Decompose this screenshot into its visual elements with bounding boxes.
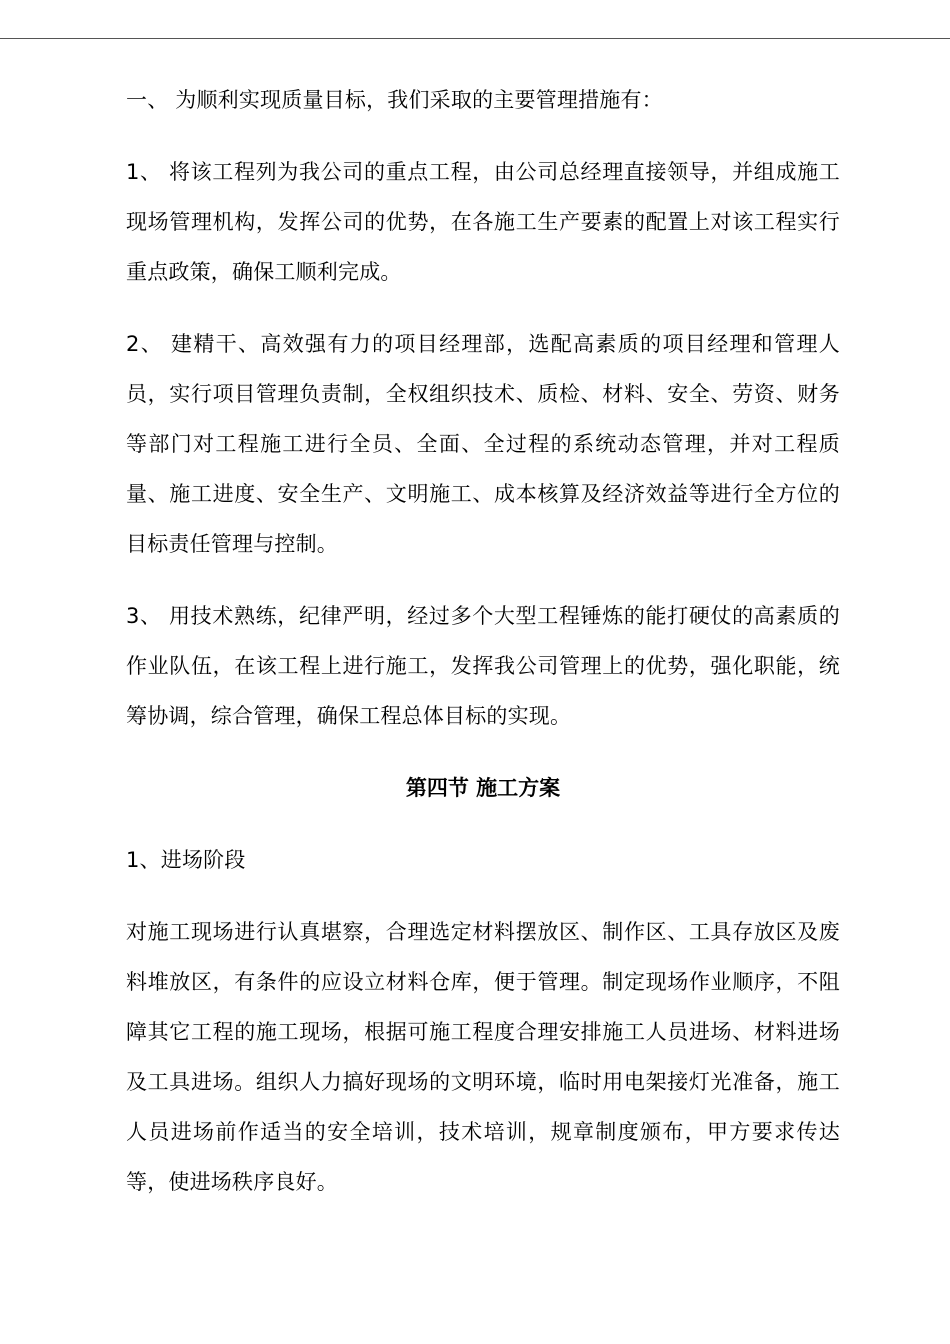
section-title: 第四节 施工方案 <box>405 776 561 800</box>
intro-heading: 一、 为顺利实现质量目标，我们采取的主要管理措施有： <box>126 88 663 112</box>
measure-item-1: 1、 将该工程列为我公司的重点工程，由公司总经理直接领导，并组成施工现场管理机构，发挥公司的优势，在各施工生产要素的配置上对该工程实行重点政策，确保工顺利完成。 <box>126 160 840 284</box>
measure-item-2: 2、 建精干、高效强有力的项目经理部，选配高素质的项目经理和管理人员，实行项目管理负责制，全权组织技术、质检、材料、安全、劳资、财务等部门对工程施工进行全员、全面、全过程的系统动态管理，并对工程质量、施工进度、安全生产、文明施工、成本核算及经济效益等进行全方位的目标责任管理与控制。 <box>126 332 840 556</box>
document-body <box>126 75 840 1229</box>
header-rule <box>0 38 950 39</box>
subsection-body: 对施工现场进行认真堪察，合理选定材料摆放区、制作区、工具存放区及废料堆放区，有条件的应设立材料仓库，便于管理。制定现场作业顺序，不阻障其它工程的施工现场，根据可施工程度合理安排施工人员进场、材料进场及工具进场。组织人力搞好现场的文明环境，临时用电架接灯光准备，施工人员进场前作适当的安全培训，技术培训，规章制度颁布，甲方要求传达等，使进场秩序良好。 <box>126 920 840 1194</box>
measure-item-3: 3、 用技术熟练，纪律严明，经过多个大型工程锤炼的能打硬仗的高素质的作业队伍，在该工程上进行施工，发挥我公司管理上的优势，强化职能，统筹协调，综合管理，确保工程总体目标的实现。 <box>126 604 840 728</box>
subsection-heading: 1、进场阶段 <box>126 848 246 872</box>
